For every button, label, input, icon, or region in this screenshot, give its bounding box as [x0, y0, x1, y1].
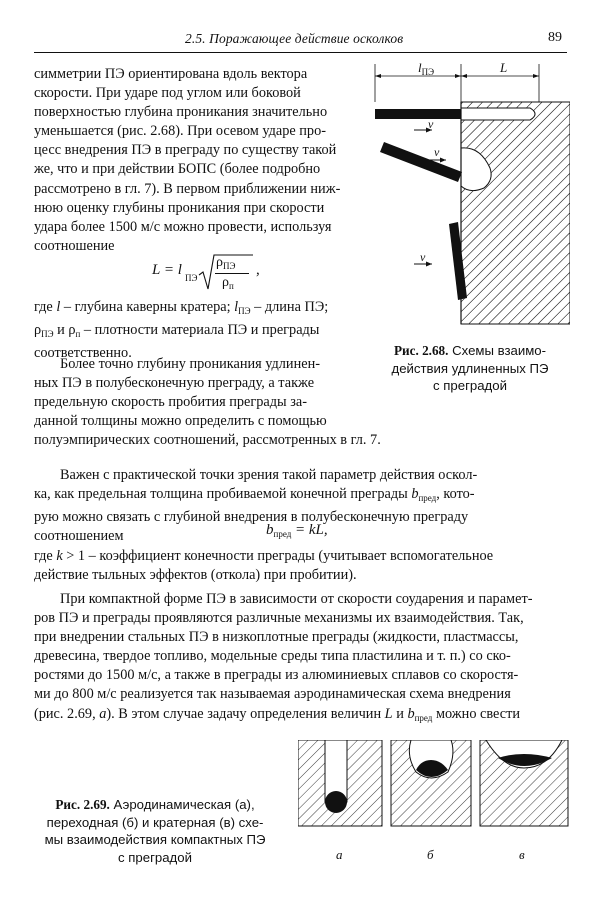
text-line: где k > 1 – коэффициент конечности преграды (учитывает вспомогательное — [34, 548, 494, 564]
text-line: где l – глубина каверны кратера; $l_{ПЭ}$ – длина ПЭ; — [34, 299, 329, 316]
paragraph-5 — [34, 590, 567, 728]
text-line: (рис. 2.69, а). В этом случае задачу определения величин L и $b_{пред}$ можно свести — [34, 705, 520, 723]
caption-2-69: Рис. 2.69. Аэродинамическая (а), переходная (б) и кратерная (в) схе- мы взаимодействия компактных ПЭ с преградой — [44, 797, 266, 865]
caption-2-68: Рис. 2.68. Схемы взаимо- действия удлиненных ПЭ с преградой — [391, 343, 549, 394]
text-line: соотношение — [34, 237, 115, 254]
sphere-a — [325, 791, 347, 813]
label-fig-b: б — [427, 847, 434, 862]
figure-2-68 — [370, 56, 570, 332]
text-line: действие тыльных эффектов (откола) при пробитии). — [34, 567, 357, 584]
text-line: ка, как предельная толщина пробиваемой конечной преграды $b_{пред}$, кото- — [34, 486, 475, 504]
text-line: ных ПЭ в полубесконечную преграду, а также — [34, 375, 315, 392]
text-line: данной толщины можно определить с помощью — [34, 413, 327, 430]
projectile-axial — [375, 109, 461, 119]
paragraph-4 — [34, 547, 567, 585]
label-fig-a: а — [336, 847, 343, 862]
formula-sub: ПЭ — [185, 273, 198, 283]
label-l-pe: $l_{ПЭ}$ — [418, 60, 435, 77]
text-block-1 — [34, 65, 362, 256]
text-line: при внедрении стальных ПЭ в низкоплотные преграды (жидкости, пластмассы, — [34, 629, 519, 646]
formula-comma: , — [256, 262, 260, 278]
text-line: полуэмпирических соотношений, рассмотренных в гл. 7. — [34, 432, 381, 449]
projectile-oblique — [380, 142, 462, 182]
label-L: L — [500, 60, 508, 75]
text-line: соотношением — [34, 528, 124, 545]
label-v1: v — [428, 117, 434, 131]
text-line: предельную скорость пробития преграды за- — [34, 394, 307, 411]
fraction-den: $\rho_п$ — [222, 275, 234, 291]
label-v2: v — [434, 145, 440, 159]
text-line: $\rho_{ПЭ}$ и $\rho_п$ – плотности материала ПЭ и преграды — [34, 322, 320, 340]
text-line: же, что и при действии БОПС (более подробно — [34, 161, 321, 178]
formula-lhs: L = l — [152, 262, 182, 278]
label-fig-c: в — [519, 847, 525, 862]
fraction-bar — [215, 273, 249, 274]
header-rule — [34, 52, 567, 53]
page-number: 89 — [548, 30, 562, 45]
text-line: ростями до 1500 м/с, а также в преграды из алюминиевых сплавов со скоростя- — [34, 667, 519, 684]
text-line: ров ПЭ и преграды проявляются различные механизмы их взаимодействия. Так, — [34, 610, 524, 627]
text-line: поверхностью глубина проникания значительно — [34, 104, 328, 121]
text-block-where — [34, 298, 362, 363]
text-line: рассмотрено в гл. 7). В первом приближении ниж- — [34, 180, 341, 197]
text-line: ми до 800 м/с реализуется так называемая аэродинамическая схема внедрения — [34, 686, 511, 703]
fraction-num: $\rho_{ПЭ}$ — [216, 255, 236, 271]
text-line: рую можно связать с глубиной внедрения в полубесконечную преграду — [34, 509, 469, 526]
text-line: нюю оценку глубины проникания при скорости — [34, 199, 325, 216]
text-line: Важен с практической точки зрения такой параметр действия оскол- — [60, 467, 478, 483]
label-v3: v — [420, 250, 426, 264]
figure-2-69 — [298, 740, 570, 832]
text-line: При компактной форме ПЭ в зависимости от скорости соударения и парамет- — [60, 591, 533, 607]
text-line: Более точно глубину проникания удлинен- — [60, 356, 320, 372]
text-line: удара более 1500 м/с можно провести, используя — [34, 218, 332, 235]
text-line: скорости. При ударе под углом или боковой — [34, 85, 301, 102]
formula-bpred: $b_{пред}$ = kL, — [266, 522, 328, 539]
text-line: симметрии ПЭ ориентирована вдоль вектора — [34, 66, 308, 82]
text-line: соответственно. — [34, 345, 132, 362]
running-header-title: 2.5. Поражающее действие осколков — [185, 31, 404, 46]
text-line: цесс внедрения ПЭ в преграду по существу такой — [34, 142, 337, 159]
paragraph-2 — [34, 355, 381, 450]
text-line: уменьшается (рис. 2.68). При осевом ударе про- — [34, 123, 326, 140]
text-line: древесина, твердое топливо, модельные среды типа пластилина и т. п.) со ско- — [34, 648, 511, 665]
